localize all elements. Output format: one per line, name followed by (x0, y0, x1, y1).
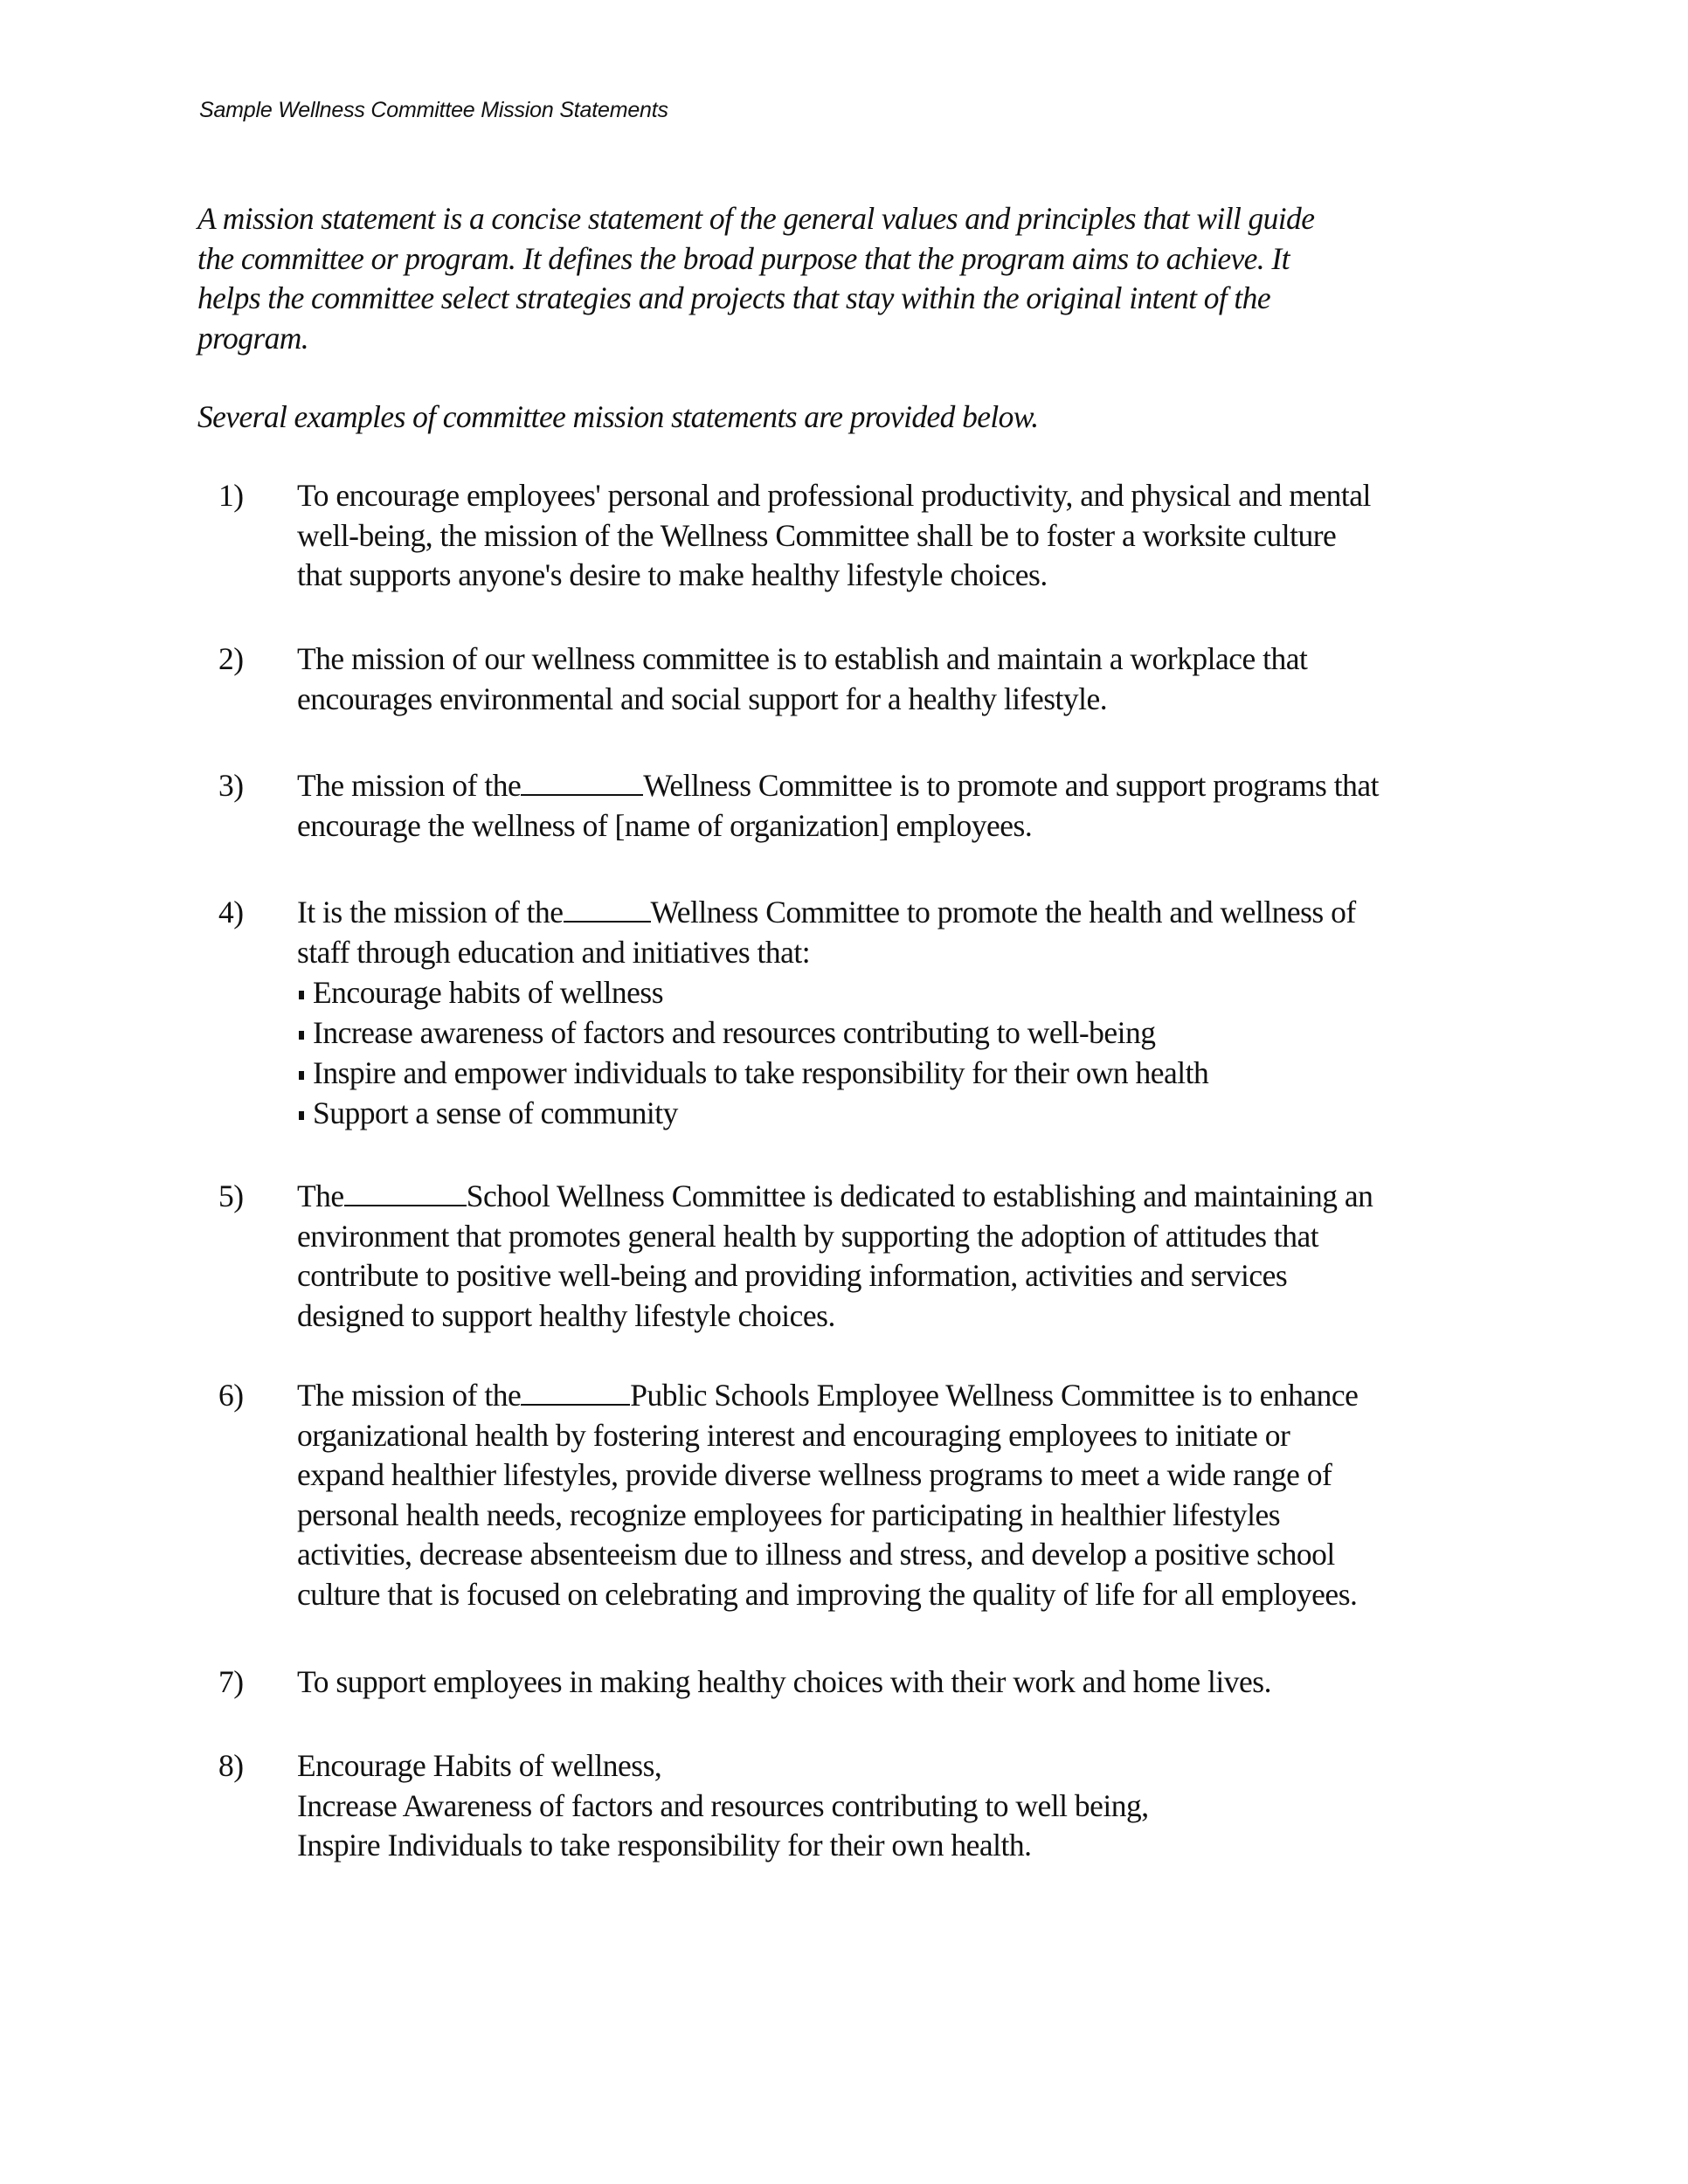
item-body (297, 766, 1520, 846)
item-number: 7) (218, 1664, 244, 1699)
bullet-text: Support a sense of community (313, 1095, 678, 1130)
item-line (297, 1376, 1520, 1416)
item-line: expand healthier lifestyles, provide diverse wellness programs to meet a wide range of (297, 1457, 1332, 1492)
item-line: Encourage Habits of wellness, (297, 1748, 662, 1783)
item-line: organizational health by fostering interest and encouraging employees to initiate or (297, 1417, 1290, 1453)
item-line: contribute to positive well-being and providing information, activities and services (297, 1258, 1288, 1293)
bullet-item (297, 1013, 1520, 1053)
item-line: To support employees in making healthy choices with their work and home lives. (297, 1664, 1271, 1699)
bullet-text: Increase awareness of factors and resources contributing to well-being (313, 1015, 1156, 1050)
bullet-text: Encourage habits of wellness (313, 975, 664, 1010)
square-bullet-icon (299, 991, 304, 999)
fill-in-blank (521, 768, 643, 796)
item-line (297, 1177, 1520, 1217)
item-text: The mission of the (297, 1378, 522, 1413)
fill-in-blank (344, 1178, 467, 1206)
intro-line: helps the committee select strategies and projects that stay within the original intent of the (197, 280, 1270, 315)
item-line: well-being, the mission of the Wellness Committee shall be to foster a worksite culture (297, 517, 1337, 553)
intro-paragraph (197, 199, 1508, 358)
item-body (297, 1376, 1520, 1614)
item-body (297, 1662, 1520, 1703)
bullet-text: Inspire and empower individuals to take responsibility for their own health (313, 1055, 1209, 1090)
item-body (297, 893, 1520, 1133)
item-number: 5) (218, 1178, 244, 1213)
item-line: environment that promotes general health by supporting the adoption of attitudes that (297, 1218, 1319, 1254)
square-bullet-icon (299, 1111, 304, 1120)
item-line: activities, decrease absenteeism due to illness and stress, and develop a positive school (297, 1537, 1335, 1572)
item-body (297, 1177, 1520, 1336)
square-bullet-icon (299, 1031, 304, 1040)
fill-in-blank (564, 895, 651, 923)
page-header: Sample Wellness Committee Mission Statements (199, 98, 668, 122)
intro-line: program. (197, 320, 309, 356)
fill-in-blank (521, 1378, 630, 1406)
bullet-item (297, 972, 1520, 1013)
item-number: 4) (218, 895, 244, 930)
item-number: 2) (218, 641, 244, 676)
examples-note: Several examples of committee mission statements are provided below. (197, 399, 1039, 434)
bullet-item (297, 1093, 1520, 1133)
intro-line: A mission statement is a concise statement of the general values and principles that will guide (197, 201, 1315, 236)
item-text: It is the mission of the (297, 895, 564, 930)
item-body (297, 1746, 1520, 1866)
item-text: School Wellness Committee is dedicated to establishing and maintaining an (466, 1178, 1373, 1213)
item-text: The (297, 1178, 344, 1213)
item-line (297, 766, 1520, 806)
item-text: Wellness Committee to promote the health and wellness of (650, 895, 1356, 930)
item-number: 1) (218, 478, 244, 513)
item-line: staff through education and initiatives that: (297, 934, 811, 970)
item-line: personal health needs, recognize employees for participating in healthier lifestyles (297, 1496, 1281, 1532)
item-text: Public Schools Employee Wellness Committee is to enhance (630, 1378, 1359, 1413)
item-line: designed to support healthy lifestyle choices. (297, 1297, 835, 1333)
item-line: The mission of our wellness committee is to establish and maintain a workplace that (297, 641, 1308, 676)
bullet-item (297, 1053, 1520, 1093)
item-text: The mission of the (297, 768, 522, 803)
item-line: To encourage employees' personal and professional productivity, and physical and mental (297, 478, 1371, 513)
item-line: that supports anyone's desire to make healthy lifestyle choices. (297, 557, 1048, 592)
item-line: Inspire Individuals to take responsibility for their own health. (297, 1828, 1032, 1863)
item-body (297, 476, 1520, 596)
item-line: culture that is focused on celebrating and improving the quality of life for all employees. (297, 1576, 1358, 1612)
item-number: 6) (218, 1378, 244, 1413)
square-bullet-icon (299, 1071, 304, 1080)
item-body (297, 639, 1520, 719)
item-text: Wellness Committee is to promote and support programs that (643, 768, 1379, 803)
item-line: Increase Awareness of factors and resources contributing to well being, (297, 1787, 1149, 1823)
item-line: encourage the wellness of [name of organization] employees. (297, 807, 1033, 843)
item-line: encourages environmental and social support for a healthy lifestyle. (297, 681, 1108, 716)
item-number: 3) (218, 768, 244, 803)
item-number: 8) (218, 1748, 244, 1783)
item-line (297, 893, 1520, 933)
intro-line: the committee or program. It defines the broad purpose that the program aims to achieve. It (197, 240, 1290, 276)
